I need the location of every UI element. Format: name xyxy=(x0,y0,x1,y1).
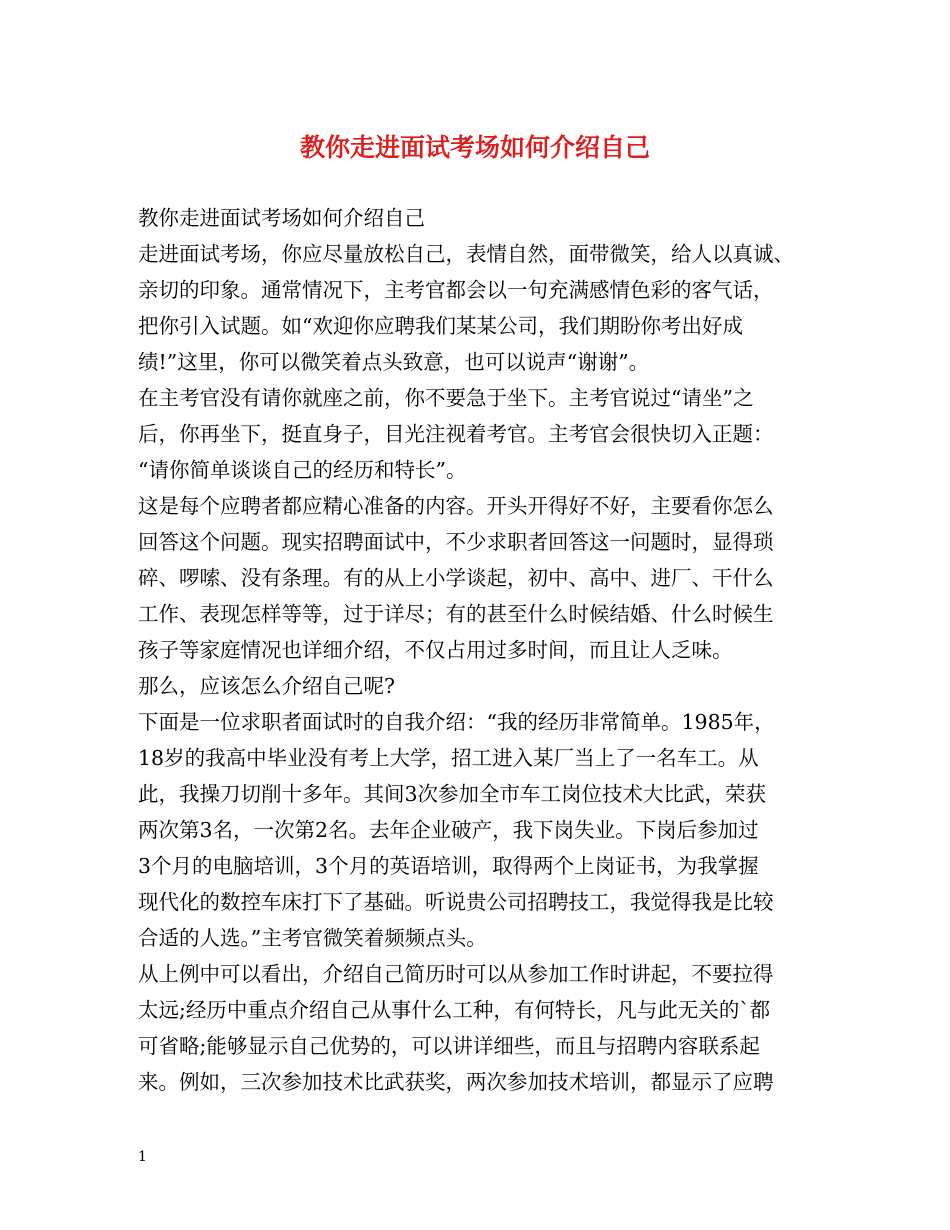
text-line: 把你引入试题。如“欢迎你应聘我们某某公司，我们期盼你考出好成 xyxy=(138,314,743,338)
text-line: 此，我操刀切削十多年。其间3次参加全市车工岗位技术大比武，荣获 xyxy=(138,782,767,806)
document-body xyxy=(138,200,838,1100)
text-line: 孩子等家庭情况也详细介绍，不仅占用过多时间，而且让人乏味。 xyxy=(138,638,733,662)
text-line: 回答这个问题。现实招聘面试中，不少求职者回答这一问题时，显得琐 xyxy=(138,530,774,554)
text-line: 教你走进面试考场如何介绍自己 xyxy=(138,206,425,230)
document-title: 教你走进面试考场如何介绍自己 xyxy=(299,133,650,162)
text-line: 下面是一位求职者面试时的自我介绍：“我的经历非常简单。1985年， xyxy=(138,710,775,734)
text-line: 合适的人选。”主考官微笑着频频点头。 xyxy=(138,926,487,950)
text-line: 3个月的电脑培训，3个月的英语培训，取得两个上岗证书，为我掌握 xyxy=(138,854,759,878)
text-line: 18岁的我高中毕业没有考上大学，招工进入某厂当上了一名车工。从 xyxy=(138,746,759,770)
text-line: 从上例中可以看出，介绍自己简历时可以从参加工作时讲起，不要拉得 xyxy=(138,962,774,986)
text-line: 在主考官没有请你就座之前，你不要急于坐下。主考官说过“请坐”之 xyxy=(138,386,754,410)
text-line: 两次第3名，一次第2名。去年企业破产，我下岗失业。下岗后参加过 xyxy=(138,818,759,842)
text-line: 亲切的印象。通常情况下，主考官都会以一句充满感情色彩的客气话， xyxy=(138,278,774,302)
text-line: 走进面试考场，你应尽量放松自己，表情自然，面带微笑，给人以真诚、 xyxy=(138,242,794,266)
text-line: 绩!”这里，你可以微笑着点头致意，也可以说声“谢谢”。 xyxy=(138,350,650,374)
text-line: 那么，应该怎么介绍自己呢? xyxy=(138,674,395,698)
text-line: 工作、表现怎样等等，过于详尽；有的甚至什么时候结婚、什么时候生 xyxy=(138,602,774,626)
text-line: 现代化的数控车床打下了基础。听说贵公司招聘技工，我觉得我是比较 xyxy=(138,890,774,914)
text-line: 这是每个应聘者都应精心准备的内容。开头开得好不好，主要看你怎么 xyxy=(138,494,774,518)
page-number: 1 xyxy=(138,1149,147,1165)
text-line: “请你简单谈谈自己的经历和特长”。 xyxy=(138,458,467,482)
text-line: 来。例如，三次参加技术比武获奖，两次参加技术培训，都显示了应聘 xyxy=(138,1070,774,1094)
text-line: 太远;经历中重点介绍自己从事什么工种，有何特长，凡与此无关的`都 xyxy=(138,998,771,1022)
text-line: 可省略;能够显示自己优势的，可以讲详细些，而且与招聘内容联系起 xyxy=(138,1034,760,1058)
text-line: 碎、啰嗦、没有条理。有的从上小学谈起，初中、高中、进厂、干什么 xyxy=(138,566,774,590)
text-line: 后，你再坐下，挺直身子，目光注视着考官。主考官会很快切入正题： xyxy=(138,422,774,446)
